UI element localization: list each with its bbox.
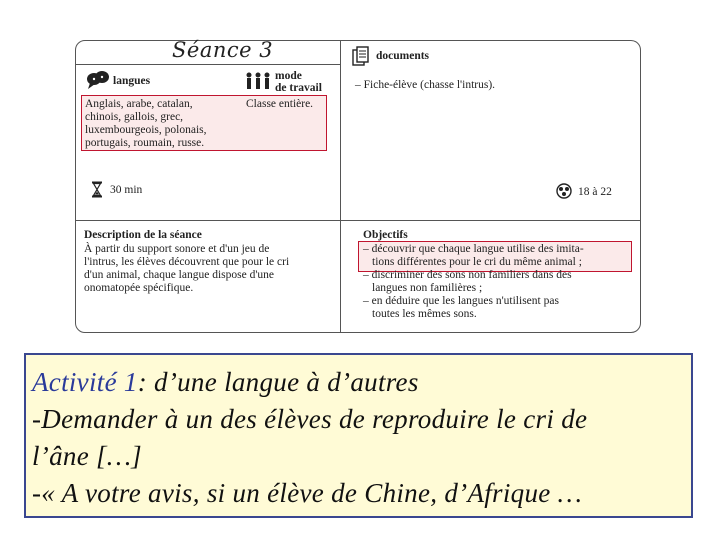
hourglass-icon bbox=[91, 181, 103, 198]
langues-label: langues bbox=[113, 75, 151, 87]
objectif-line: – en déduire que les langues n'utilisent pas bbox=[363, 295, 559, 307]
activity-title: : d’une langue à d’autres bbox=[137, 367, 419, 397]
activity-line: l’âne […] bbox=[32, 441, 142, 471]
languages-line: chinois, gallois, grec, bbox=[85, 111, 184, 123]
documents-text: – Fiche-élève (chasse l'intrus). bbox=[355, 79, 496, 91]
description-line: À partir du support sonore et d'un jeu de bbox=[84, 243, 270, 255]
activity-text bbox=[32, 364, 692, 512]
session-title: Séance 3 bbox=[172, 38, 274, 62]
activity-title-line bbox=[32, 364, 692, 401]
card-horizontal-divider bbox=[75, 220, 641, 221]
objectif-line: – discriminer des sons non familiers dans des bbox=[363, 269, 572, 281]
people-icon bbox=[244, 72, 272, 90]
card-title-divider bbox=[75, 64, 341, 65]
mode-label bbox=[275, 70, 322, 94]
speech-bubbles-icon bbox=[86, 70, 110, 90]
age-icon bbox=[556, 183, 572, 199]
documents-label: documents bbox=[376, 50, 430, 62]
objectif-item bbox=[363, 295, 633, 321]
activity-label: Activité 1 bbox=[32, 367, 138, 397]
documents-icon bbox=[352, 46, 370, 66]
objectif-line: – découvrir que chaque langue utilise des imita- bbox=[363, 243, 584, 255]
description-line: l'intrus, les élèves découvrent que pour le cri bbox=[84, 256, 290, 268]
objectif-line: langues non familières ; bbox=[372, 282, 483, 294]
activity-line: -« A votre avis, si un élève de Chine, d’Afrique … bbox=[32, 478, 582, 508]
mode-label-line1: mode bbox=[275, 70, 302, 82]
description-label: Description de la séance bbox=[84, 229, 202, 241]
card-vertical-divider bbox=[340, 40, 341, 332]
objectifs-label: Objectifs bbox=[363, 229, 408, 241]
classe-text: Classe entière. bbox=[246, 98, 314, 110]
objectifs-list bbox=[363, 243, 633, 321]
description-text bbox=[84, 243, 334, 295]
objectif-item bbox=[363, 243, 633, 269]
languages-line: portugais, roumain, russe. bbox=[85, 137, 205, 149]
languages-line: luxembourgeois, polonais, bbox=[85, 124, 207, 136]
description-line: d'un animal, chaque langue dispose d'une bbox=[84, 269, 275, 281]
description-line: onomatopée spécifique. bbox=[84, 282, 194, 294]
objectif-line: tions différentes pour le cri du même animal ; bbox=[372, 256, 582, 268]
mode-label-line2: de travail bbox=[275, 82, 322, 94]
languages-line: Anglais, arabe, catalan, bbox=[85, 98, 193, 110]
age-text: 18 à 22 bbox=[578, 186, 612, 198]
objectif-line: toutes les mêmes sons. bbox=[372, 308, 477, 320]
objectif-item bbox=[363, 269, 633, 295]
languages-list bbox=[85, 98, 235, 150]
activity-line: -Demander à un des élèves de reproduire le cri de bbox=[32, 404, 588, 434]
duration-text: 30 min bbox=[110, 184, 143, 196]
